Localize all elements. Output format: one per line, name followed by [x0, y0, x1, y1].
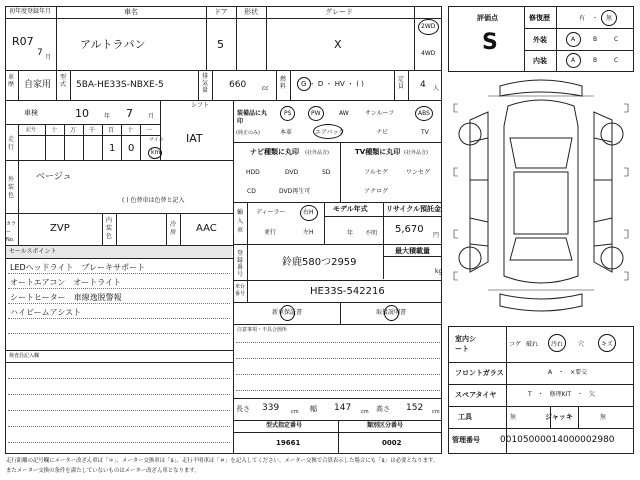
- footer-line-1: 走行距離の記号欄にメーター改ざん車は「＊」、メーター交換車は「$」、走行不明車は「＃」を記入してください。メーター交換で合算表示した場合にも「$」は必要となります。: [6, 458, 439, 464]
- equip-leather: 本革: [280, 129, 293, 136]
- color-no-label: カラーNo.: [6, 221, 17, 243]
- tools-value: 無: [510, 414, 517, 421]
- capacity-label: 定員: [398, 76, 405, 90]
- capacity-value: 4: [420, 80, 426, 90]
- sales-point-line-1: LEDヘッドライト ブレーキサポート: [10, 263, 146, 272]
- first-reg-month: 7: [37, 48, 43, 58]
- load-unit: kg: [435, 268, 443, 275]
- ac-value: AAC: [196, 223, 217, 234]
- mileage-unit-mile: マイル: [149, 137, 164, 143]
- sales-point-label: セールスポイント: [9, 248, 57, 255]
- inspector-label: 検査員記入欄: [9, 353, 40, 359]
- chassis-label: 車台番号: [235, 284, 246, 297]
- first-reg-label: 初年度登録年月: [9, 8, 52, 15]
- exterior-grade-label: 外装: [533, 36, 547, 44]
- exterior-grade-b: B: [593, 36, 598, 43]
- mileage-digit-hundreds: 1: [109, 143, 116, 154]
- shift-value: IAT: [186, 132, 203, 145]
- jack-label: ジャッキ: [545, 413, 573, 421]
- navi-label: ナビ種類に丸印: [250, 148, 299, 156]
- management-value: 00105000014000002980: [500, 435, 615, 445]
- height-value: 152: [406, 403, 424, 413]
- repair-yes: 有: [579, 15, 586, 22]
- first-reg-year: R07: [12, 35, 34, 48]
- import-dealer: ディーラー: [256, 209, 286, 216]
- tv-label: TV種類に丸印: [355, 148, 401, 156]
- seat-tear: 破れ: [526, 341, 539, 348]
- score-label: 評価点: [477, 14, 498, 22]
- grade-value: X: [334, 38, 342, 51]
- interior-grade-label: 内装: [533, 57, 547, 65]
- shape-label: 形状: [244, 8, 258, 16]
- tv-fullseg: フルセグ: [364, 169, 388, 176]
- interior-color-label: 内装色: [106, 217, 113, 240]
- model-year-unknown: 不明: [365, 230, 378, 237]
- interior-grade-a: A: [571, 57, 576, 64]
- mileage-header-1: 十: [51, 127, 58, 134]
- inspection-year: 10: [75, 107, 89, 120]
- plate-value: 自家用: [24, 80, 52, 90]
- inspection-year-unit: 年: [104, 113, 111, 120]
- equip-abs: ABS: [418, 110, 430, 117]
- inspection-month-unit: 月: [148, 113, 155, 120]
- navi-hdd: HDD: [246, 169, 260, 176]
- equip-pw: PW: [311, 110, 321, 117]
- interior-grade-b: B: [593, 57, 598, 64]
- car-top-view: [504, 100, 578, 283]
- model-year-unit: 年: [347, 230, 354, 237]
- equipment-label-sub: (純正のみ): [236, 130, 260, 136]
- car-name-label: 車名: [124, 8, 138, 16]
- drive-4wd: 4WD: [421, 50, 436, 57]
- footer-line-2: またメーター交換の条件を満たしていないものはメーター改ざん車となります。: [6, 468, 200, 474]
- fuel-label: 燃料: [280, 76, 287, 90]
- mileage-header-5: 十: [127, 127, 134, 134]
- tv-analog: アナログ: [364, 188, 389, 195]
- equip-airbag: エアバック: [315, 129, 345, 136]
- management-label: 管理番号: [452, 436, 480, 444]
- category-value: 0002: [382, 439, 402, 447]
- mileage-header-4: 百: [108, 127, 115, 134]
- model-value: 5BA-HE33S-NBXE-5: [76, 80, 164, 90]
- equip-aw: AW: [339, 110, 349, 117]
- sales-point-line-4: ハイビームアシスト: [10, 308, 82, 317]
- height-unit: cm: [432, 409, 440, 415]
- navi-sd: SD: [322, 169, 331, 176]
- car-left-side: [470, 112, 488, 272]
- mileage-header-6: 一: [146, 127, 153, 134]
- mileage-header-2: 万: [70, 127, 77, 134]
- width-unit: cm: [361, 409, 369, 415]
- capacity-unit: 人: [433, 85, 440, 92]
- inspection-label: 車検: [24, 109, 38, 117]
- import-label: 輸入車: [237, 209, 244, 234]
- grade-label: グレード: [325, 8, 353, 16]
- car-name: アルトラパン: [80, 38, 146, 51]
- warranty-label: 新車保証書: [272, 309, 303, 316]
- navi-label-sub: (社外品含): [305, 150, 329, 156]
- car-right-side: [594, 112, 612, 272]
- repair-no: 無: [606, 15, 613, 22]
- equip-sunroof: サンルーフ: [365, 110, 395, 117]
- import-right: 右H: [303, 209, 314, 216]
- type-cert-label: 型式指定番号: [266, 422, 303, 429]
- manual-label: 取扱説明書: [376, 309, 407, 316]
- equipment-label: 装備品に丸印: [237, 110, 268, 125]
- car-front-bumper: [500, 80, 582, 96]
- jack-value: 無: [600, 414, 607, 421]
- car-damage-diagram: [448, 76, 634, 326]
- seat-burn: コゲ: [509, 341, 522, 348]
- sales-point-line-3: シートヒーター 車線逸脱警報: [10, 293, 122, 302]
- seat-hole: 穴: [578, 341, 585, 348]
- displacement-label: 排気量: [202, 73, 209, 94]
- load-label: 最大積載量: [395, 247, 430, 255]
- recycle-label: リサイクル預託金: [386, 205, 442, 213]
- exterior-grade-c: C: [614, 36, 619, 43]
- tools-label: 工具: [458, 413, 472, 421]
- registration-label: 登録番号: [237, 250, 244, 278]
- seat-scratch: キズ: [601, 341, 613, 348]
- drive-2wd: 2WD: [421, 23, 436, 30]
- spare-tire-value: T ・ 修理KIT ・ 欠: [528, 391, 596, 398]
- type-cert-value: 19661: [276, 439, 301, 447]
- exterior-note: ( ) 色替車は色替と記入: [122, 197, 185, 204]
- recycle-value: 5,670: [395, 224, 424, 235]
- note-box-label: 注意事項・不具合箇所: [237, 327, 288, 333]
- doors-label: ドア: [214, 8, 228, 16]
- inspection-month: 7: [126, 107, 133, 120]
- doors-value: 5: [217, 38, 224, 51]
- length-unit: cm: [291, 409, 299, 415]
- mileage-label: 走行: [8, 136, 15, 151]
- equip-tv: TV: [421, 129, 429, 136]
- exterior-value: ベージュ: [36, 172, 72, 182]
- car-rear-bumper: [500, 294, 582, 311]
- interior-seat-label: 室内シート: [455, 335, 476, 353]
- score-value: S: [482, 30, 498, 55]
- fuel-options: G ・ D ・ HV ・ ( ): [301, 80, 364, 88]
- chassis-value: HE33S-542216: [310, 286, 385, 297]
- displacement-value: 660: [229, 80, 247, 90]
- mileage-digit-tens: 0: [128, 143, 135, 154]
- tv-label-sub: (社外品含): [404, 150, 428, 156]
- width-value: 147: [334, 403, 352, 413]
- mileage-unit-km: km: [151, 149, 161, 156]
- repair-label: 修復歴: [529, 14, 550, 22]
- height-label: 高さ: [376, 405, 390, 413]
- import-left: 左H: [303, 229, 314, 236]
- exterior-grade-a: A: [571, 36, 576, 43]
- navi-dvd-playback: DVD再生可: [279, 188, 311, 195]
- tv-oneseg: ワンセグ: [406, 169, 431, 176]
- model-label: 型式: [60, 74, 67, 88]
- shift-label: シフト: [191, 102, 210, 109]
- registration-value: 鈴鹿580つ2959: [282, 257, 357, 268]
- spare-tire-label: スペアタイヤ: [455, 391, 497, 399]
- color-no-value: ZVP: [50, 223, 70, 234]
- front-glass-label: フロントガラス: [455, 369, 504, 377]
- mileage-header-0: 記号: [26, 127, 37, 133]
- displacement-unit: cc: [262, 85, 269, 92]
- equip-navi: ナビ: [376, 129, 389, 136]
- plate-label: 車歴: [8, 74, 15, 88]
- exterior-label: 外装色: [8, 176, 15, 199]
- front-glass-value: A ・ ×要交: [548, 369, 588, 376]
- repair-sep: ・: [592, 15, 599, 22]
- navi-cd: CD: [247, 188, 256, 195]
- equip-ps: PS: [284, 110, 292, 117]
- seat-stain: 汚れ: [551, 341, 564, 348]
- width-label: 幅: [310, 405, 317, 413]
- recycle-unit: 円: [433, 232, 440, 239]
- category-label: 類別区分番号: [367, 422, 404, 429]
- sales-point-line-2: オートエアコン オートライト: [10, 278, 122, 287]
- import-parallel: 並行: [264, 229, 277, 236]
- ac-label: 冷房: [170, 221, 177, 236]
- interior-grade-c: C: [614, 57, 619, 64]
- length-value: 339: [262, 403, 280, 413]
- first-reg-month-unit: 月: [45, 54, 52, 61]
- length-label: 長さ: [236, 405, 250, 413]
- navi-dvd: DVD: [285, 169, 299, 176]
- mileage-header-3: 千: [89, 127, 96, 134]
- model-year-label: モデル年式: [333, 205, 368, 213]
